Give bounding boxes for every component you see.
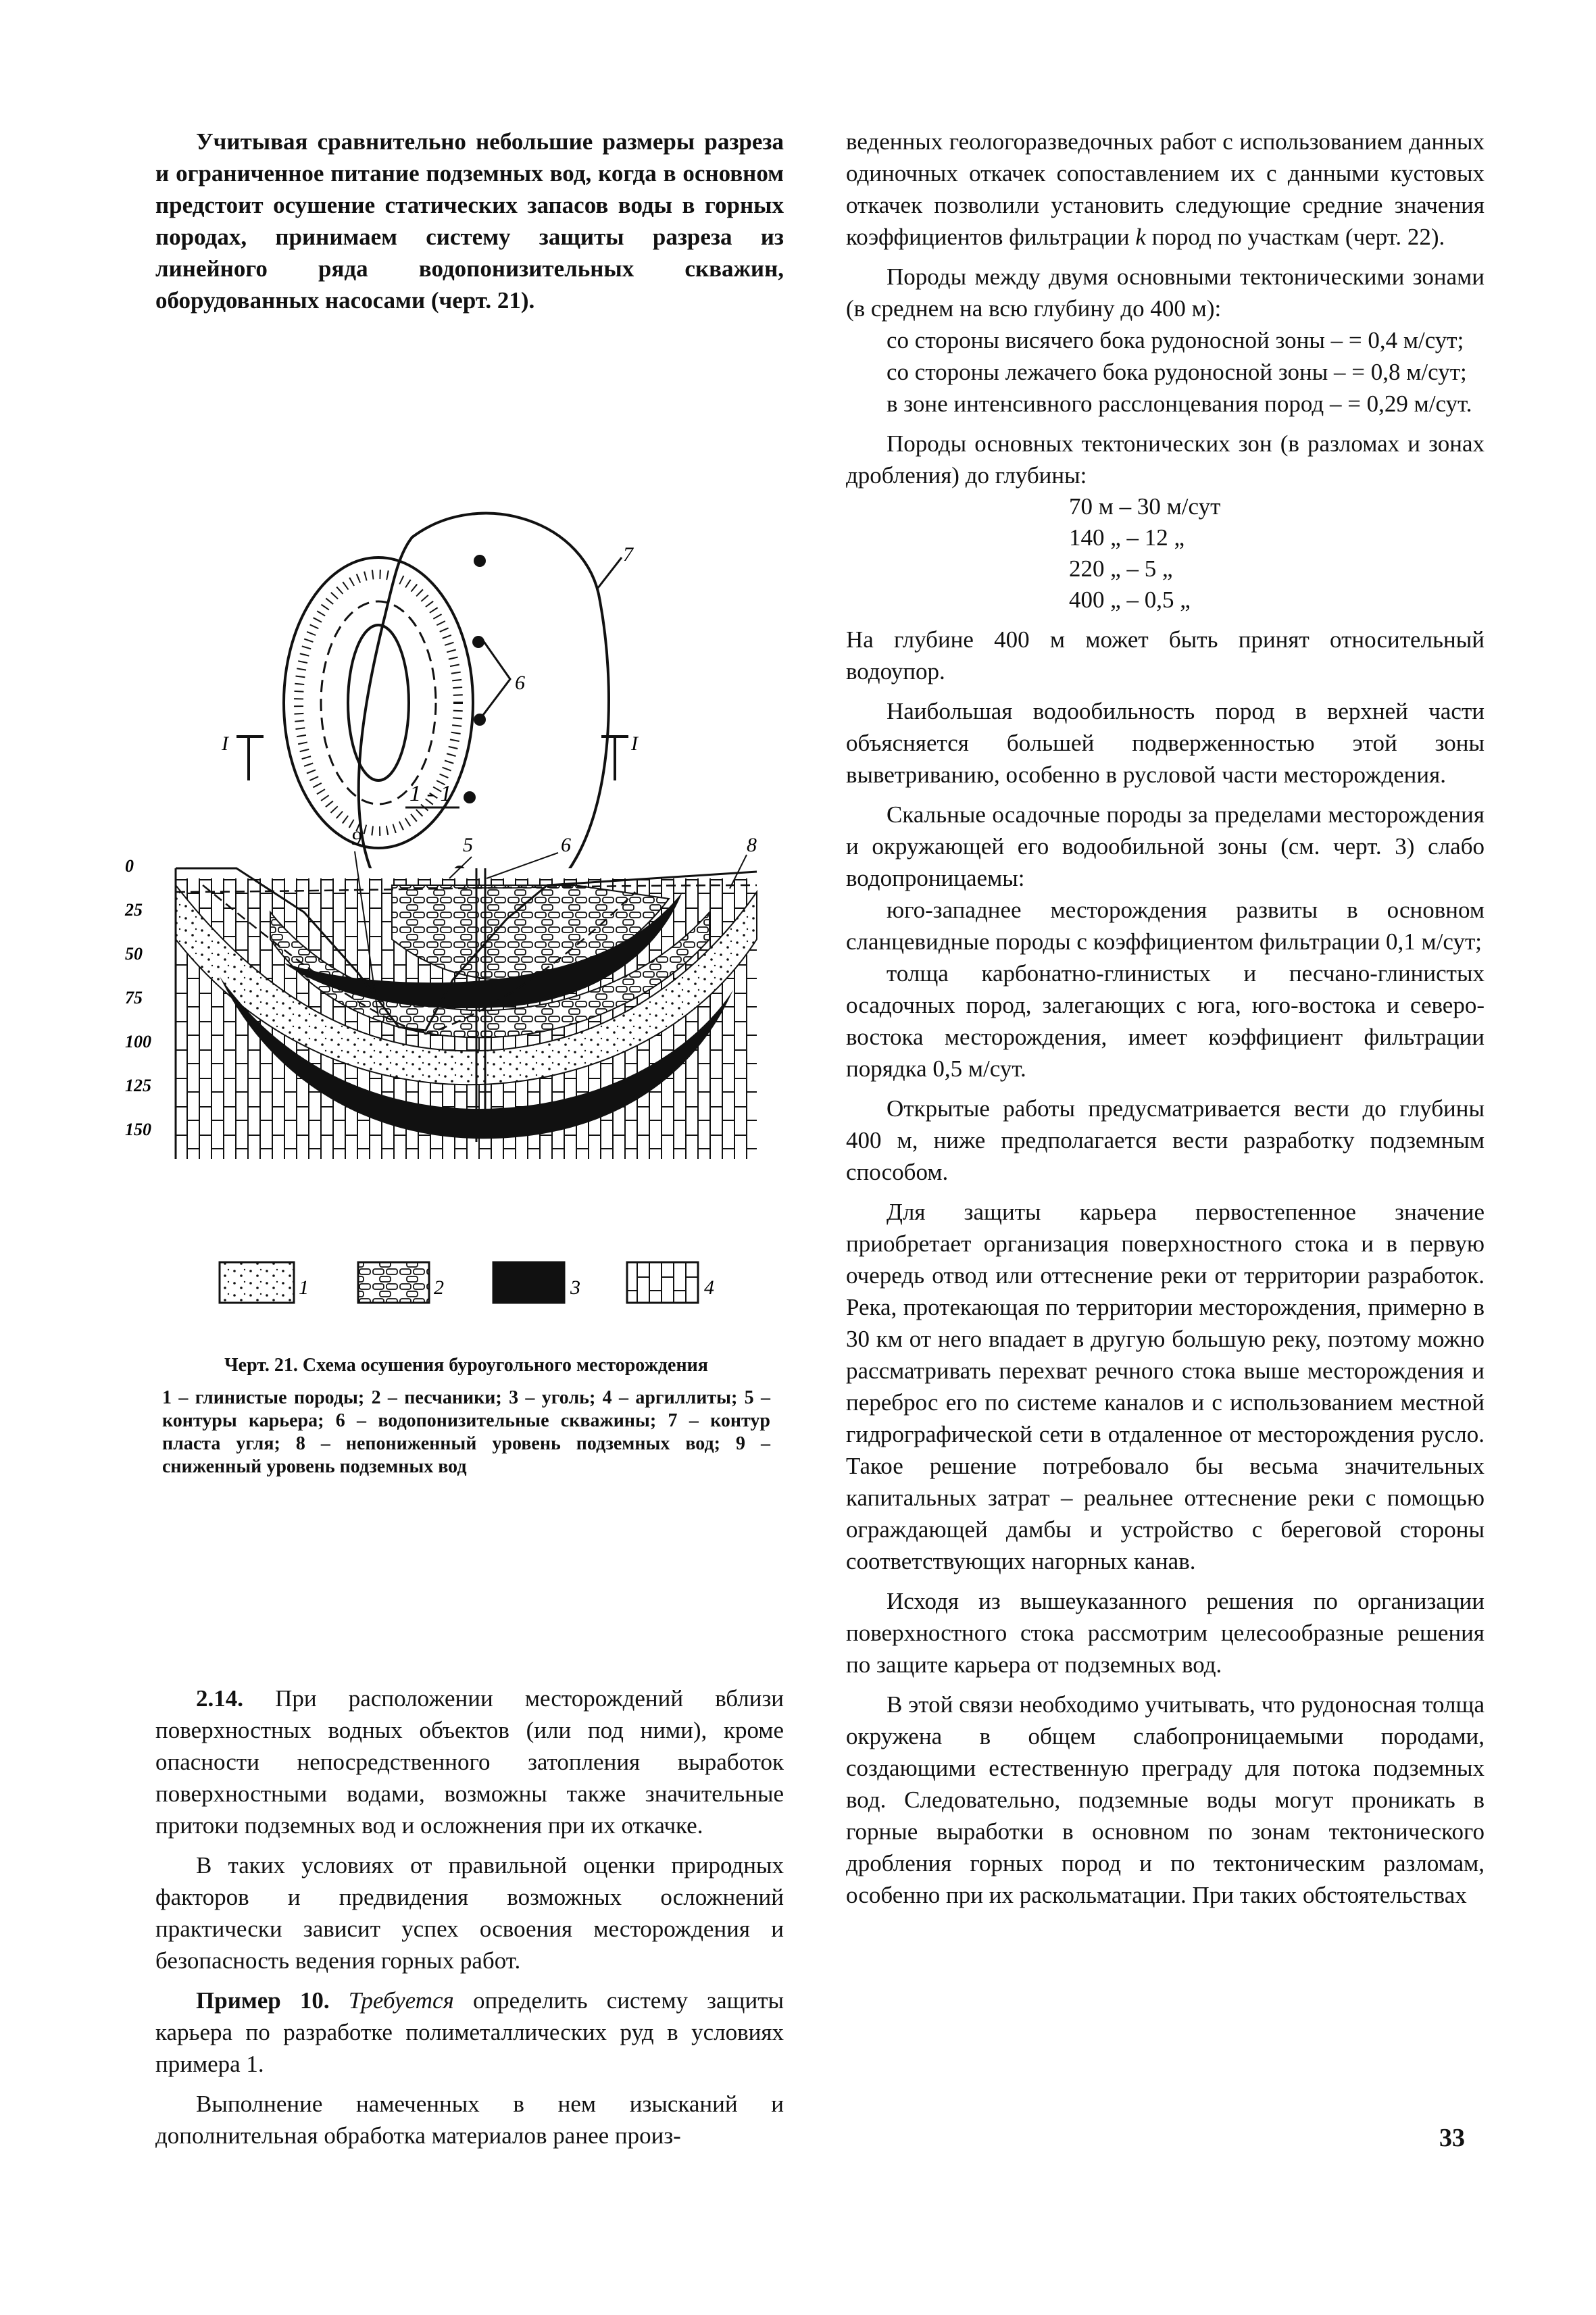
- plan-view: [221, 514, 639, 920]
- section-marker-left: [221, 732, 264, 780]
- section-number: 2.14.: [196, 1685, 243, 1712]
- svg-text:1: 1: [299, 1276, 309, 1299]
- page-number: 33: [1439, 2124, 1465, 2152]
- figure-caption: [162, 1354, 770, 1478]
- svg-text:8: 8: [747, 834, 757, 856]
- paragraph: Породы основных тектонических зон (в разломах и зонах дробления) до глубины:: [846, 430, 1485, 489]
- list-item: со стороны лежачего бока рудоносной зоны – = 0,8 м/сут;: [887, 359, 1467, 385]
- depth-scale: [124, 856, 151, 1139]
- example-label: Пример 10.: [196, 1987, 330, 2014]
- left-column-bottom: [155, 1683, 784, 2151]
- plan-label-7: 7: [623, 543, 633, 566]
- paragraph: Наибольшая водообильность пород в верхней части объясняется большей подверженностью этой зоны выветриванию, особенно в русловой части месторождения.: [846, 698, 1485, 788]
- depth-value: 220 „ – 5 „: [1069, 555, 1173, 582]
- depth-values: [1069, 491, 1292, 616]
- depth-value: 400 „ – 0,5 „: [1069, 587, 1191, 613]
- svg-text:75: 75: [125, 988, 143, 1007]
- paragraph: Породы между двумя основными тектоническими зонами (в среднем на всю глубину до 400 м):: [846, 264, 1485, 322]
- left-column-top: [155, 126, 784, 316]
- svg-text:150: 150: [125, 1120, 151, 1139]
- section-label: 1 - 1: [409, 781, 452, 806]
- example-10: Пример 10. Требуется определить систему защиты карьера по разработке полиметаллических руд в условиях примера 1.: [155, 1987, 784, 2077]
- svg-text:25: 25: [125, 900, 143, 920]
- list-item: со стороны висячего бока рудоносной зоны – = 0,4 м/сут;: [887, 327, 1464, 353]
- quarry-contour-dashed: [321, 601, 436, 804]
- list-item: юго-западнее месторождения развиты в основном сланцевидные породы с коэффициентом фильтрации 0,1 м/сут;: [846, 897, 1485, 955]
- paragraph: В этой связи необходимо учитывать, что рудоносная толща окружена в общем слабопроницаемыми породами, создающими естественную преграду для потока подземных вод. Следовательно, подземные воды могут проникать в горные выработки в основном по зонам тектонического дробления горных пород и по тектоническим разломам, особенно при их раскольматации. При таких обстоятельствах: [846, 1691, 1485, 1908]
- leader-6: [481, 641, 510, 718]
- svg-text:6: 6: [561, 834, 571, 856]
- paragraph: Выполнение намеченных в нем изысканий и дополнительная обработка материалов ранее произ-: [155, 2091, 784, 2149]
- paragraph: Скальные осадочные породы за пределами месторождения и окружающей его водообильной зоны (см. черт. 3) слабо водопроницаемы:: [846, 801, 1485, 891]
- list-item: толща карбонатно-глинистых и песчано-глинистых осадочных пород, залегающих с юга, юго-востока и северо-востока месторождения, имеет коэффициент фильтрации порядка 0,5 м/сут.: [846, 960, 1485, 1082]
- svg-text:5: 5: [463, 834, 473, 856]
- svg-text:125: 125: [125, 1076, 151, 1095]
- paragraph: Открытые работы предусматривается вести до глубины 400 м, ниже предполагается вести разработку подземным способом.: [846, 1095, 1485, 1185]
- svg-text:50: 50: [125, 944, 143, 964]
- paragraph: В таких условиях от правильной оценки природных факторов и предвидения возможных осложнений практически зависит успех освоения месторождения и безопасность ведения горных работ.: [155, 1852, 784, 1974]
- figure-legend: [220, 1262, 714, 1303]
- svg-text:I: I: [631, 732, 638, 755]
- svg-text:100: 100: [125, 1032, 151, 1051]
- svg-text:3: 3: [570, 1276, 580, 1299]
- svg-text:9: 9: [351, 827, 361, 849]
- paragraph: На глубине 400 м может быть принят относительный водоупор.: [846, 626, 1485, 684]
- section-2-14: 2.14. При расположении месторождений вблизи поверхностных водных объектов (или под ними), кроме опасности непосредственного затопления выработок поверхностными водами, возможны также значительные притоки подземных вод и осложнения при их откачке.: [155, 1685, 784, 1839]
- figure-drainage-scheme: [101, 331, 791, 1351]
- svg-text:I: I: [222, 732, 228, 755]
- paragraph: Исходя из вышеуказанного решения по организации поверхностного стока рассмотрим целесообразные решения по защите карьера от подземных вод.: [846, 1588, 1485, 1678]
- svg-text:2: 2: [434, 1276, 444, 1299]
- right-column: [846, 126, 1485, 1911]
- plan-label-6: 6: [515, 672, 525, 694]
- svg-text:0: 0: [125, 856, 134, 876]
- intro-paragraph: Учитывая сравнительно небольшие размеры разреза и ограниченное питание подземных вод, когда в основном предстоит осушение статических запасов воды в горных породах, принимаем систему защиты разреза из линейного ряда водопонизительных скважин, оборудованных насосами (черт. 21).: [155, 128, 784, 314]
- depth-value: 70 м – 30 м/сут: [1069, 493, 1221, 520]
- figure-caption-title: Черт. 21. Схема осушения буроугольного месторождения: [224, 1355, 708, 1376]
- paragraph: Для защиты карьера первостепенное значение приобретает организация поверхностного стока и в первую очередь отвод или оттеснение реки от территории разработок. Река, протекающая по территории месторождения, примерно в 30 км от него впадает в другую большую реку, поэтому можно рассматривать перехват речного стока выше месторождения и переброс его по системе каналов и с использованием местной гидрографической сети в отдаленное от месторождения русло. Такое решение потребовало бы весьма значительных капитальных затрат – реальнее оттеснение реки с помощью ограждающей дамбы и устройство с береговой стороны соответствующих нагорных канав.: [846, 1199, 1485, 1574]
- depth-value: 140 „ – 12 „: [1069, 524, 1185, 551]
- figure-caption-legend: 1 – глинистые породы; 2 – песчаники; 3 – уголь; 4 – аргиллиты; 5 – контуры карьера; 6 – водопонизительные скважины; 7 – контур пласта угля; 8 – непониженный уровень подземных вод; 9 – сниженный уровень подземных вод: [162, 1387, 770, 1477]
- cross-section: [176, 868, 757, 1159]
- list-item: в зоне интенсивного расслонцевания пород – = 0,29 м/сут.: [887, 391, 1472, 417]
- paragraph: веденных геологоразведочных работ с использованием данных одиночных откачек сопоставлением их с данными кустовых откачек позволили установить следующие средние значения коэффициентов фильтрации k пород по участкам (черт. 22).: [846, 128, 1485, 250]
- svg-text:4: 4: [704, 1276, 714, 1299]
